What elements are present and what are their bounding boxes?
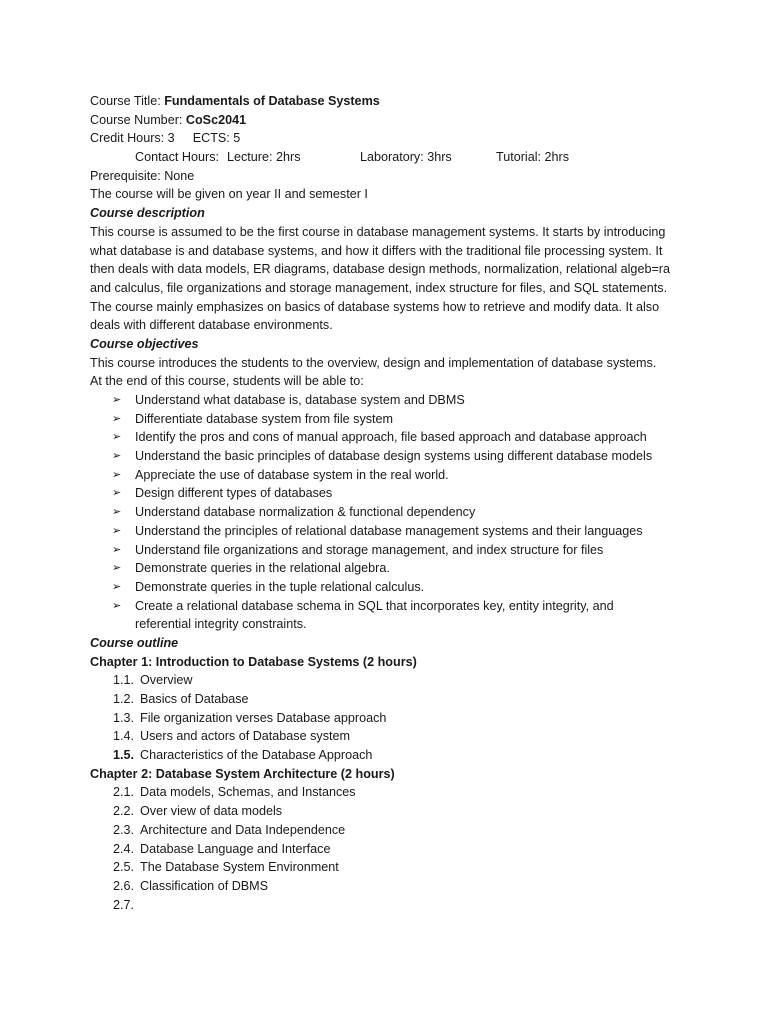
- list-item: 2.5. The Database System Environment: [113, 860, 339, 875]
- list-item: ➢ Understand the principles of relational database management systems and their languages: [90, 522, 680, 541]
- course-title-line: [90, 92, 680, 111]
- tutorial-hours: Tutorial: 2hrs: [496, 150, 570, 165]
- objectives-intro-line: This course introduces the students to the overview, design and implementation of database systems.: [90, 355, 657, 370]
- outline-heading: Course outline: [90, 635, 179, 650]
- ects: ECTS: 5: [192, 131, 241, 146]
- list-item: ➢ Demonstrate queries in the tuple relational calculus.: [90, 578, 680, 597]
- document-page: [90, 92, 680, 914]
- list-item: 2.1. Data models, Schemas, and Instances: [113, 785, 356, 800]
- course-title-value: Fundamentals of Database Systems: [164, 94, 380, 108]
- arrow-bullet-icon: ➢: [112, 562, 122, 575]
- description-line: what database is and database systems, and how it differs with the traditional file processing system. It: [90, 243, 663, 258]
- list-item: ➢ Understand database normalization & functional dependency: [90, 503, 680, 522]
- course-title-label: Course Title:: [90, 94, 165, 108]
- description-line: This course is assumed to be the first course in database management systems. It starts by introducing: [90, 224, 666, 239]
- credit-hours: Credit Hours: 3: [90, 131, 175, 146]
- list-item: ➢ Design different types of databases: [90, 484, 680, 503]
- laboratory-hours: Laboratory: 3hrs: [360, 150, 452, 165]
- list-item: 1.5. Characteristics of the Database Approach: [113, 748, 373, 763]
- objectives-heading: Course objectives: [90, 336, 199, 351]
- list-item: 1.1. Overview: [113, 673, 193, 688]
- arrow-bullet-icon: ➢: [112, 524, 122, 537]
- list-item: 2.2. Over view of data models: [113, 804, 283, 819]
- contact-hours-label: Contact Hours:: [135, 150, 219, 165]
- course-schedule: The course will be given on year II and semester I: [90, 187, 368, 202]
- list-item: ➢ Create a relational database schema in SQL that incorporates key, entity integrity, and referential integrity constraints.: [112, 598, 614, 632]
- arrow-bullet-icon: ➢: [112, 468, 122, 481]
- description-line: The course mainly emphasizes on basics of database systems how to retrieve and modify data. It also: [90, 299, 660, 314]
- chapter-1-sections: [90, 671, 680, 764]
- arrow-bullet-icon: ➢: [112, 394, 122, 406]
- description-line: and calculus, file organizations and storage management, index structure for files, and SQL statements.: [90, 280, 668, 295]
- list-item: 2.4. Database Language and Interface: [113, 841, 331, 856]
- arrow-bullet-icon: ➢: [112, 487, 122, 500]
- list-item: 2.3. Architecture and Data Independence: [113, 822, 346, 837]
- chapter-2-title: Chapter 2: Database System Architecture (2 hours): [90, 766, 395, 781]
- description-line: then deals with data models, ER diagrams, database design methods, normalization, relational algeb=ra: [90, 262, 671, 277]
- list-item: ➢ Differentiate database system from file system: [90, 410, 680, 429]
- list-item: 2.7.: [113, 897, 135, 912]
- course-number-line: [90, 111, 680, 130]
- chapter-1-title: Chapter 1: Introduction to Database Systems (2 hours): [90, 654, 417, 669]
- list-item: ➢ Demonstrate queries in the relational algebra.: [90, 559, 680, 578]
- contact-hours-line: [90, 148, 680, 167]
- arrow-bullet-icon: ➢: [112, 580, 122, 593]
- arrow-bullet-icon: ➢: [112, 506, 122, 519]
- list-item: 1.2. Basics of Database: [113, 692, 249, 707]
- course-number-value: CoSc2041: [185, 112, 247, 127]
- chapter-2-sections: [90, 783, 680, 914]
- arrow-bullet-icon: ➢: [112, 412, 122, 425]
- list-item: ➢ Understand the basic principles of database design systems using different database models: [90, 447, 680, 466]
- credit-hours-line: [90, 129, 680, 148]
- arrow-bullet-icon: ➢: [112, 431, 122, 444]
- list-item: ➢ Understand what database is, database system and DBMS: [90, 391, 680, 410]
- list-item: ➢ Identify the pros and cons of manual approach, file based approach and database approach: [90, 428, 680, 447]
- list-item: ➢ Understand file organizations and storage management, and index structure for files: [90, 541, 680, 560]
- list-item: 1.4. Users and actors of Database system: [113, 729, 350, 744]
- prerequisite: Prerequisite: None: [90, 168, 195, 183]
- objectives-list: [90, 391, 680, 634]
- description-heading: Course description: [90, 206, 205, 221]
- list-item: 2.6. Classification of DBMS: [113, 878, 269, 893]
- arrow-bullet-icon: ➢: [112, 450, 122, 463]
- description-paragraph: [90, 223, 680, 335]
- course-number-label: Course Number:: [90, 112, 186, 127]
- arrow-bullet-icon: ➢: [112, 543, 122, 556]
- list-item: 1.3. File organization verses Database approach: [113, 710, 387, 725]
- list-item: ➢ Appreciate the use of database system in the real world.: [90, 466, 680, 485]
- description-line: deals with different database environments.: [90, 318, 333, 333]
- arrow-bullet-icon: ➢: [112, 599, 122, 612]
- objectives-intro-line: At the end of this course, students will be able to:: [90, 374, 364, 389]
- lecture-hours: Lecture: 2hrs: [227, 150, 301, 165]
